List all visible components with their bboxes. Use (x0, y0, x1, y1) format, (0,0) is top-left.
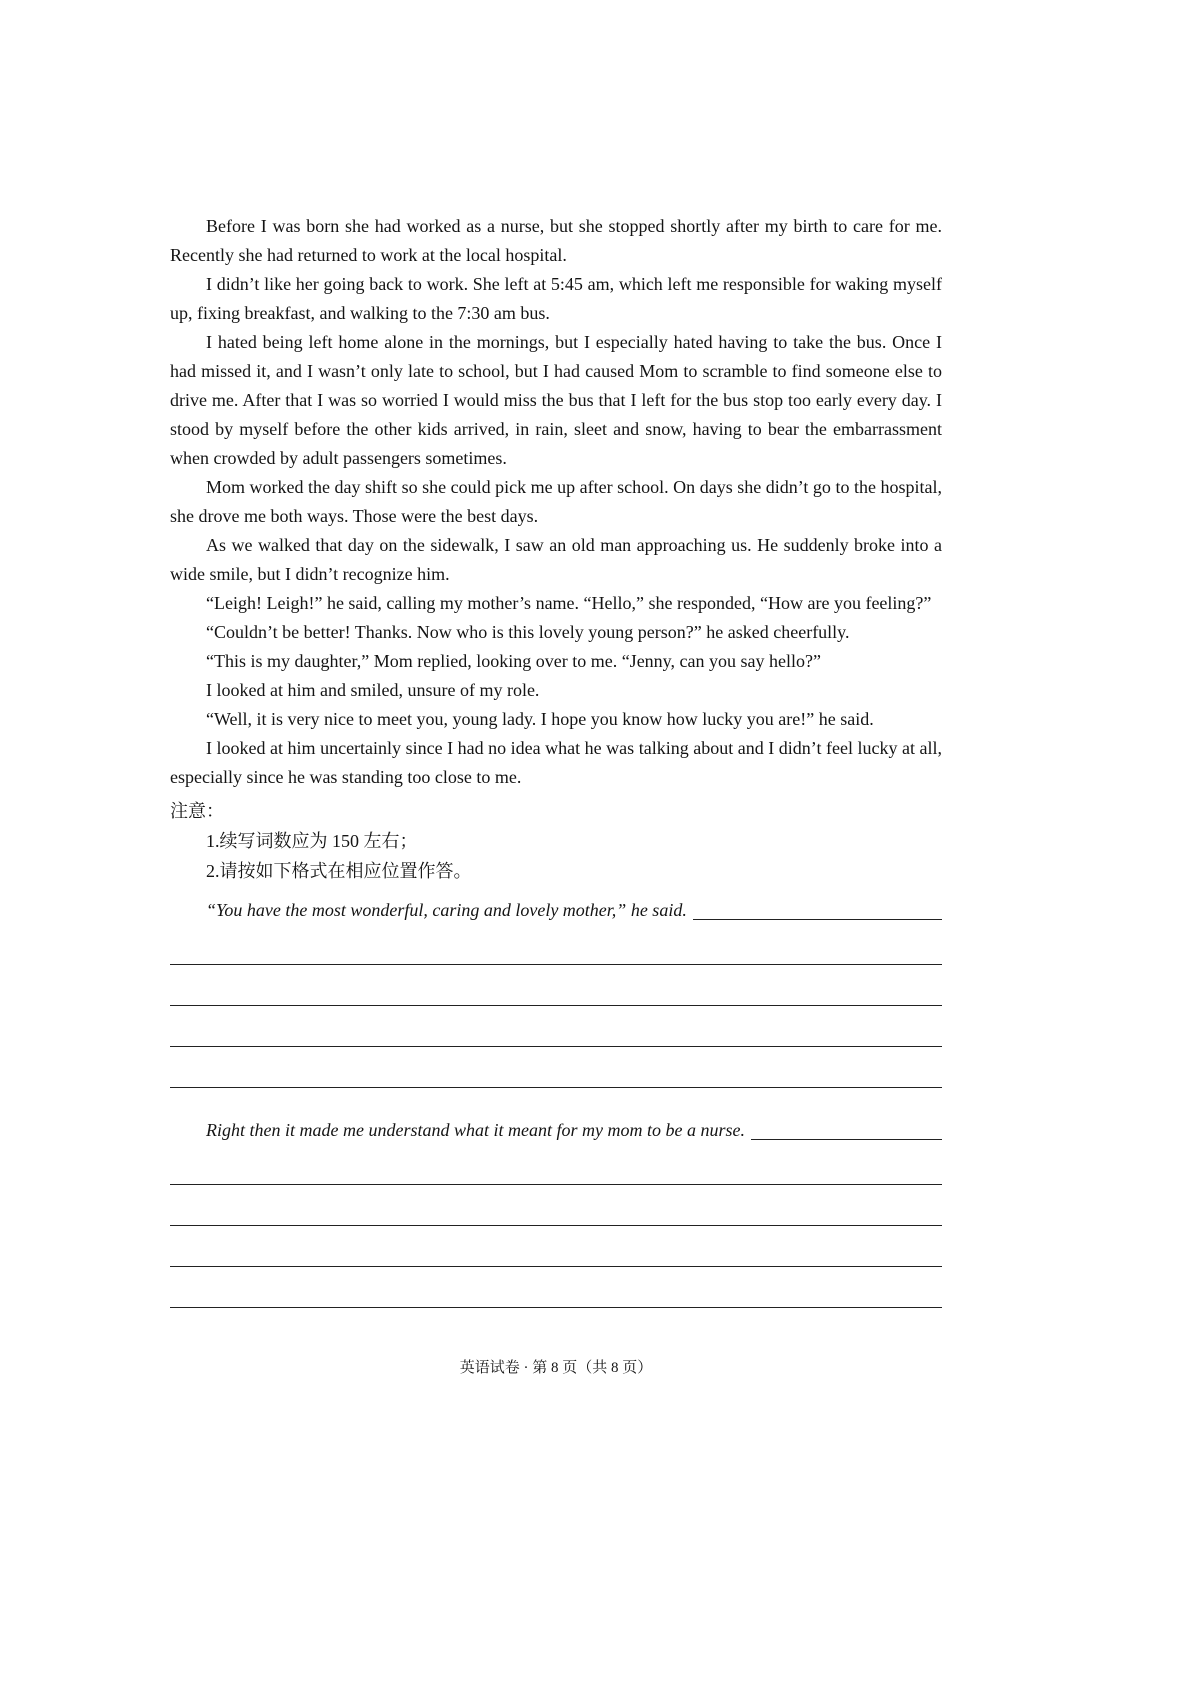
answer-line (170, 1185, 942, 1226)
answer-line (693, 919, 942, 920)
answer-line (170, 924, 942, 965)
passage-paragraph: As we walked that day on the sidewalk, I saw an old man approaching us. He suddenly broke into a wide smile, but I didn’t recognize him. (170, 535, 942, 584)
page-footer: 英语试卷 · 第 8 页（共 8 页） (459, 1360, 653, 1376)
note-item-format: 2.请按如下格式在相应位置作答。 (206, 861, 472, 881)
passage-paragraph: Mom worked the day shift so she could pick me up after school. On days she didn’t go to the hospital, she drove me both ways. Those were the best days. (170, 477, 942, 526)
answer-line (751, 1139, 942, 1140)
answer-line (170, 1144, 942, 1185)
passage-paragraph: I didn’t like her going back to work. She left at 5:45 am, which left me responsible for waking myself up, fixing breakfast, and walking to the 7:30 am bus. (170, 274, 942, 323)
passage-paragraph: “Couldn’t be better! Thanks. Now who is this lovely young person?” he asked cheerfully. (206, 622, 850, 642)
writing-prompt-1-row (170, 896, 942, 924)
answer-line (170, 1006, 942, 1047)
writing-prompt-2-row (170, 1116, 942, 1144)
passage-paragraph: Before I was born she had worked as a nurse, but she stopped shortly after my birth to care for me. Recently she had returned to work at the local hospital. (170, 216, 942, 265)
answer-line (170, 1267, 942, 1308)
answer-lines-block-2 (170, 1144, 942, 1308)
answer-line (170, 1226, 942, 1267)
writing-prompt-2-text: Right then it made me understand what it meant for my mom to be a nurse. (206, 1120, 745, 1140)
answer-lines-block-1 (170, 924, 942, 1088)
passage-paragraph: I looked at him and smiled, unsure of my role. (206, 680, 540, 700)
note-item-word-count: 1.续写词数应为 150 左右； (206, 831, 418, 851)
writing-prompt-1-text: “You have the most wonderful, caring and lovely mother,” he said. (206, 900, 687, 920)
answer-line (170, 965, 942, 1006)
answer-line (170, 1047, 942, 1088)
passage-paragraph: “This is my daughter,” Mom replied, looking over to me. “Jenny, can you say hello?” (206, 651, 821, 671)
passage-paragraph: “Well, it is very nice to meet you, young lady. I hope you know how lucky you are!” he said. (206, 709, 874, 729)
passage-paragraph: I hated being left home alone in the mornings, but I especially hated having to take the bus. Once I had missed it, and I wasn’t only late to school, but I had caused Mom to scramble to find someone else to drive me. After that I was so worried I would miss the bus that I left for the bus stop too early every day. I stood by myself before the other kids arrived, in rain, sleet and snow, having to bear the embarrassment when crowded by adult passengers sometimes. (170, 332, 942, 468)
notes-label: 注意： (170, 801, 224, 821)
passage-paragraph: I looked at him uncertainly since I had no idea what he was talking about and I didn’t feel lucky at all, especially since he was standing too close to me. (170, 738, 942, 787)
page-content (170, 212, 942, 1308)
passage-paragraph: “Leigh! Leigh!” he said, calling my mother’s name. “Hello,” she responded, “How are you feeling?” (206, 593, 932, 613)
